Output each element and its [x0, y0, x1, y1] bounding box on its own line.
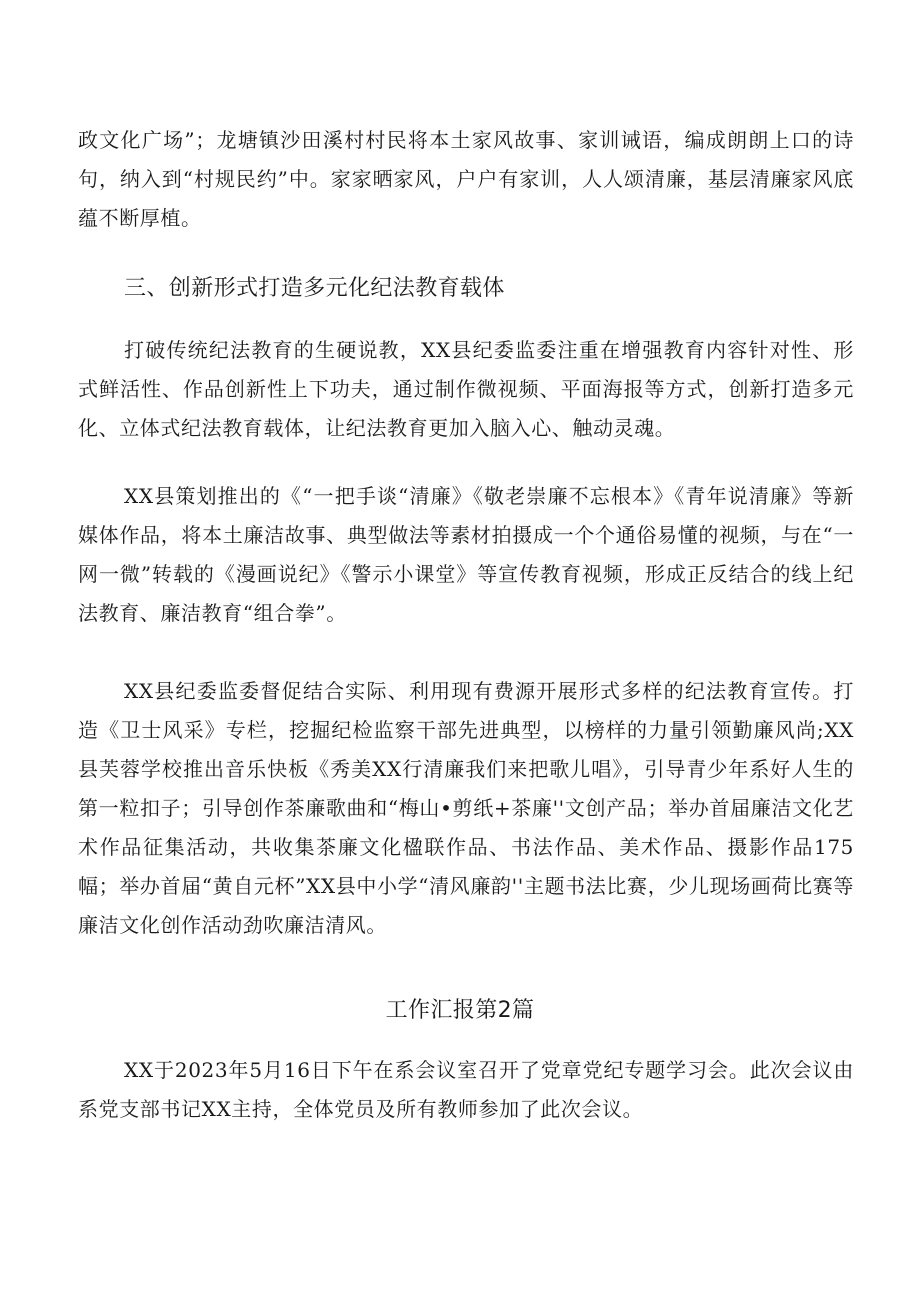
- section-3-paragraph-3: XX县纪委监委督促结合实际、利用现有费源开展形式多样的纪法教育宣传。打造《卫士风采》专栏，挖掘纪检监察干部先进典型，以榜样的力量引领勤廉风尚;XX县芙蓉学校推出音乐快板《秀美XX行清廉我们来把歌儿唱》，引导青少年系好人生的第一粒扣子；引导创作茶廉歌曲和“梅山•剪纸+茶廉''文创产品；举办首届廉洁文化艺术作品征集活动，共收集茶廉文化楹联作品、书法作品、美术作品、摄影作品175幅；举办首届“黄自元杯”XX县中小学“清风廉韵''主题书法比赛，少儿现场画荷比赛等廉洁文化创作活动劲吹廉洁清风。: [78, 679, 854, 937]
- section-3-paragraph-2: XX县策划推出的《“一把手谈“清廉》《敬老崇廉不忘根本》《青年说清廉》等新媒体作品，将本土廉洁故事、典型做法等素材拍摄成一个个通俗易懂的视频，与在“一网一微”转载的《漫画说纪》《警示小课堂》等宣传教育视频，形成正反结合的线上纪法教育、廉洁教育“组合拳”。: [78, 484, 854, 625]
- section-heading-3: 三、创新形式打造多元化纪法教育载体: [124, 276, 505, 301]
- section-3-paragraph-1: 打破传统纪法教育的生硬说教，XX县纪委监委注重在增强教育内容针对性、形式鲜活性、作品创新性上下功夫，通过制作微视频、平面海报等方式，创新打造多元化、立体式纪法教育载体，让纪法教育更加入脑入心、触动灵魂。: [78, 338, 854, 440]
- report-title: 工作汇报第2篇: [385, 998, 535, 1023]
- continued-paragraph: 政文化广场”；龙塘镇沙田溪村村民将本土家风故事、家训诫语，编成朗朗上口的诗句，纳入到“村规民约”中。家家晒家风，户户有家训，人人颂清廉，基层清廉家风底蕴不断厚植。: [78, 128, 854, 230]
- report-paragraph-1: XX于2023年5月16日下午在系会议室召开了党章党纪专题学习会。此次会议由系党支部书记XX主持，全体党员及所有教师参加了此次会议。: [78, 1058, 854, 1121]
